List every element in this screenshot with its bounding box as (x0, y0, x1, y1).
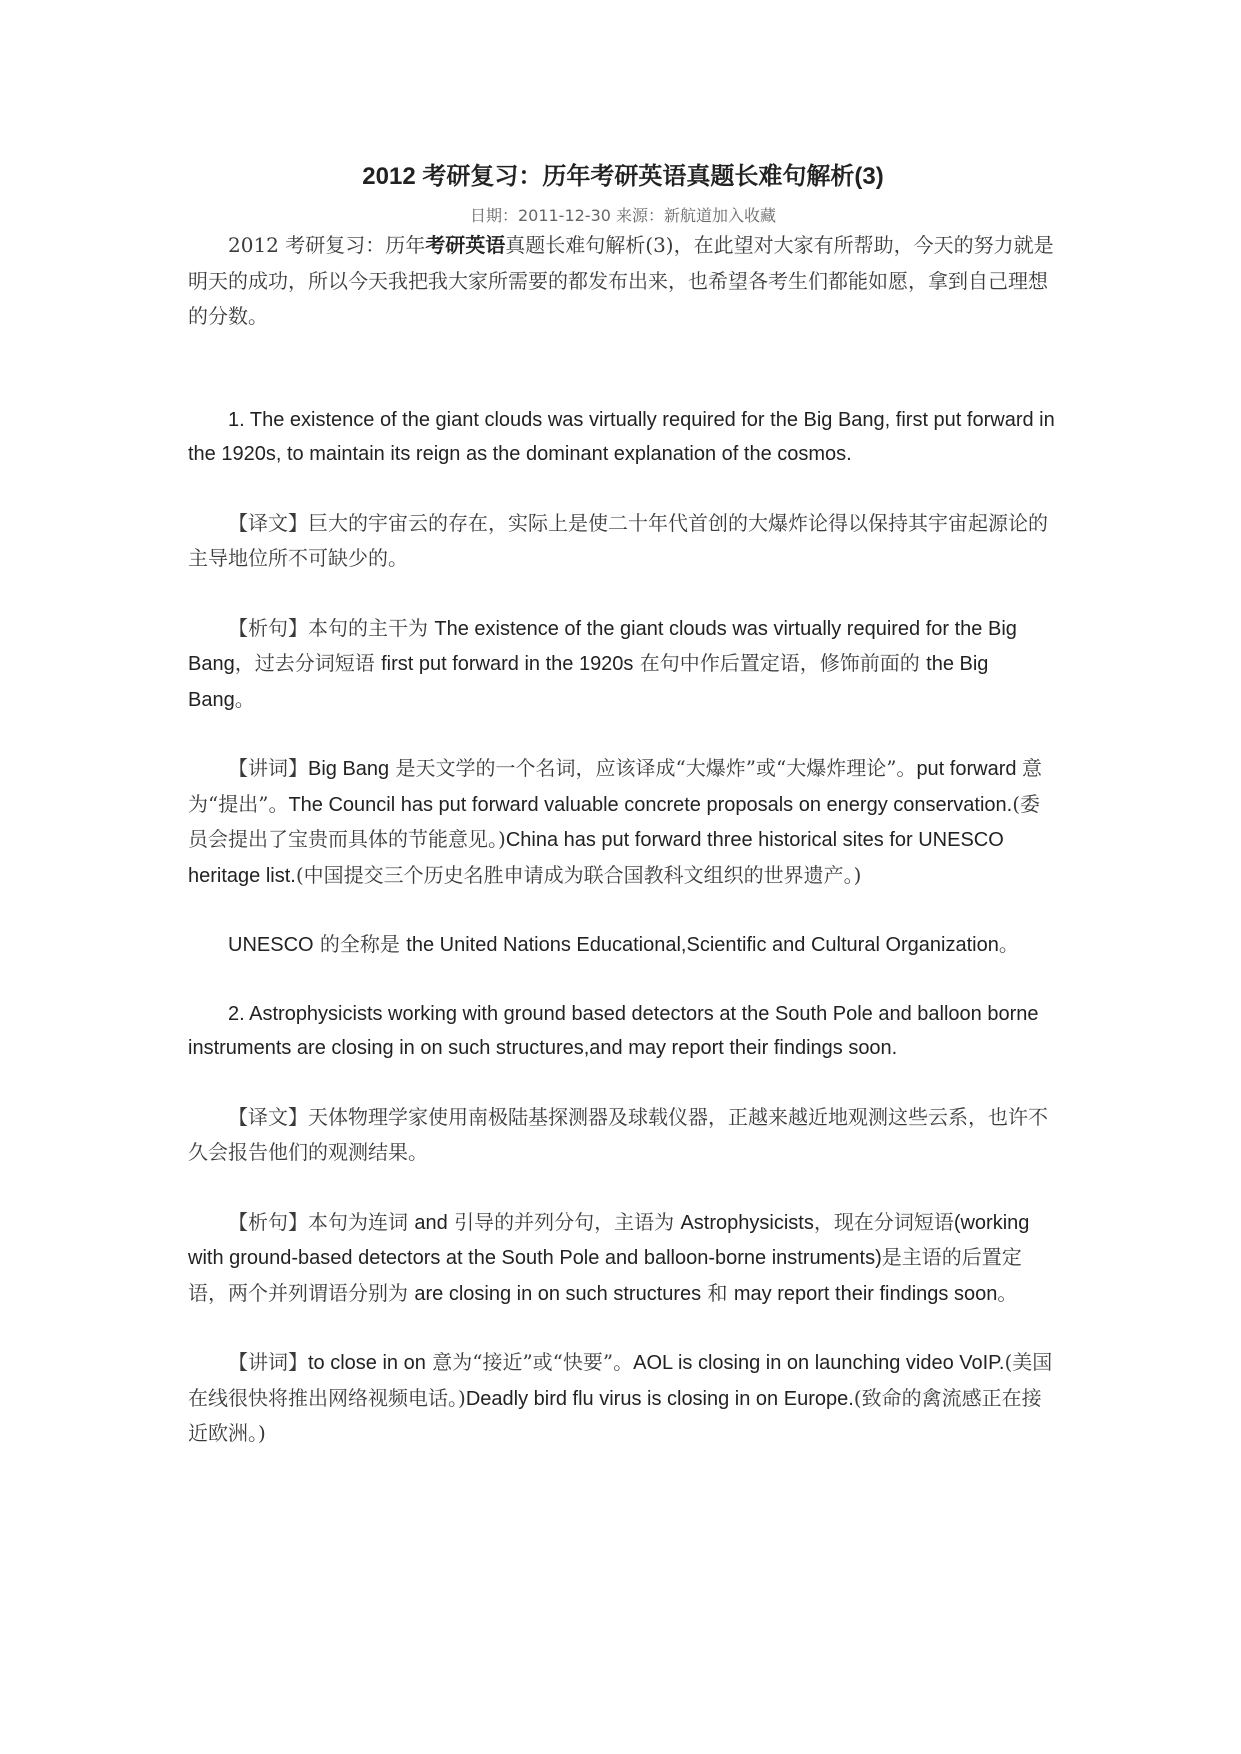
translation-1 (188, 506, 1058, 577)
analysis-text: 在句中作后置定语，修饰前面的 (633, 651, 927, 675)
analysis-text: first put forward in the 1920s (381, 653, 634, 675)
analysis-text: and (414, 1211, 448, 1234)
analysis-text: Astrophysicists (680, 1211, 814, 1234)
analysis-text: are closing in on such structures (414, 1282, 702, 1305)
vocabulary-2 (188, 1345, 1058, 1452)
analysis-label: 【析句】 (228, 615, 308, 640)
analysis-text: 是主语的后置定语，两个并列谓语分别为 (188, 1245, 1022, 1305)
analysis-text: may report their findings soon (733, 1282, 998, 1305)
vocabulary-example-translation: (委员会提出了宝贵而具体的节能意见。) (188, 791, 1041, 851)
vocabulary-example: China has put forward three historical sites for UNESCO heritage list. (188, 829, 1004, 887)
analysis-label: 【析句】 (228, 1209, 308, 1234)
sentence-1: 1. The existence of the giant clouds was virtually required for the Big Bang, first put forward in the 1920s, to maintain its reign as the dominant explanation of the cosmos. (188, 408, 1055, 465)
translation-2 (188, 1100, 1058, 1171)
analysis-text: 和 (701, 1280, 734, 1305)
vocabulary-example: Deadly bird flu virus is closing in on Europe. (465, 1387, 854, 1410)
vocabulary-text: Big Bang (308, 758, 390, 780)
note-text: 。 (998, 932, 1019, 956)
analysis-text: 。 (234, 686, 255, 711)
vocabulary-text: to close in on (308, 1352, 426, 1374)
note-text: UNESCO (228, 934, 314, 956)
vocabulary-text: 是天文学的一个名词，应该译成“大爆炸”或“大爆炸理论”。 (389, 756, 917, 780)
translation-text: 巨大的宇宙云的存在，实际上是使二十年代首创的大爆炸论得以保持其宇宙起源论的主导地位所不可缺少的。 (188, 510, 1048, 570)
vocabulary-label: 【讲词】 (228, 1350, 308, 1374)
analysis-text: the Big Bang (188, 653, 989, 711)
article-title: 2012 考研复习：历年考研英语真题长难句解析(3) (362, 163, 884, 190)
translation-label: 【译文】 (228, 1104, 308, 1129)
intro-text-b: 真题长难句解析(3)，在此望对大家有所帮助，今天的努力就是明天的成功，所以今天我把我大家所需要的都发布出来，也希望各考生们都能如愿，拿到自己理想的分数。 (188, 233, 1054, 328)
note-text: 的全称是 (313, 932, 407, 956)
intro-text-a: 2012 考研复习：历年 (228, 233, 426, 257)
analysis-text: (working with ground-based detectors at the South Pole and balloon-borne instruments) (188, 1211, 1030, 1269)
analysis-text: 。 (997, 1280, 1018, 1305)
vocabulary-example-translation: (致命的禽流感正在接近欧洲。) (188, 1385, 1042, 1445)
article (188, 160, 1058, 1452)
vocabulary-example: The Council has put forward valuable concrete proposals on energy conservation. (288, 793, 1013, 816)
analysis-text: ，过去分词短语 (234, 651, 382, 675)
article-meta: 日期：2011-12-30 来源：新航道加入收藏 (469, 206, 777, 225)
analysis-text: 本句的主干为 (308, 615, 435, 640)
analysis-2 (188, 1205, 1058, 1312)
unesco-note (188, 927, 1058, 963)
vocabulary-text: put forward (916, 758, 1023, 780)
analysis-1 (188, 611, 1058, 718)
sentence-2: 2. Astrophysicists working with ground based detectors at the South Pole and balloon borne instruments are closing in on such structures,and may report their findings soon. (188, 1002, 1039, 1059)
translation-text: 天体物理学家使用南极陆基探测器及球载仪器，正越来越近地观测这些云系，也许不久会报告他们的观测结果。 (188, 1104, 1048, 1164)
analysis-text: The existence of the giant clouds was virtually required for the Big Bang (188, 617, 1017, 675)
analysis-text: ，现在分词短语 (813, 1209, 954, 1234)
vocabulary-label: 【讲词】 (228, 756, 308, 780)
analysis-text: 本句为连词 (308, 1209, 415, 1234)
vocabulary-text: 意为“提出”。 (188, 756, 1043, 816)
translation-label: 【译文】 (228, 510, 308, 535)
vocabulary-example-translation: (美国在线很快将推出网络视频电话。) (188, 1350, 1053, 1410)
analysis-text: 引导的并列分句，主语为 (447, 1209, 681, 1234)
vocabulary-text: 意为“接近”或“快要”。 (425, 1350, 634, 1374)
vocabulary-example: AOL is closing in on launching video VoIP. (633, 1352, 1005, 1374)
intro-paragraph (188, 228, 1058, 335)
intro-keyword: 考研英语 (425, 233, 506, 257)
vocabulary-example-translation: (中国提交三个历史名胜申请成为联合国教科文组织的世界遗产。) (295, 862, 862, 887)
vocabulary-1 (188, 751, 1058, 893)
note-text: the United Nations Educational,Scientific and Cultural Organization (406, 934, 999, 956)
